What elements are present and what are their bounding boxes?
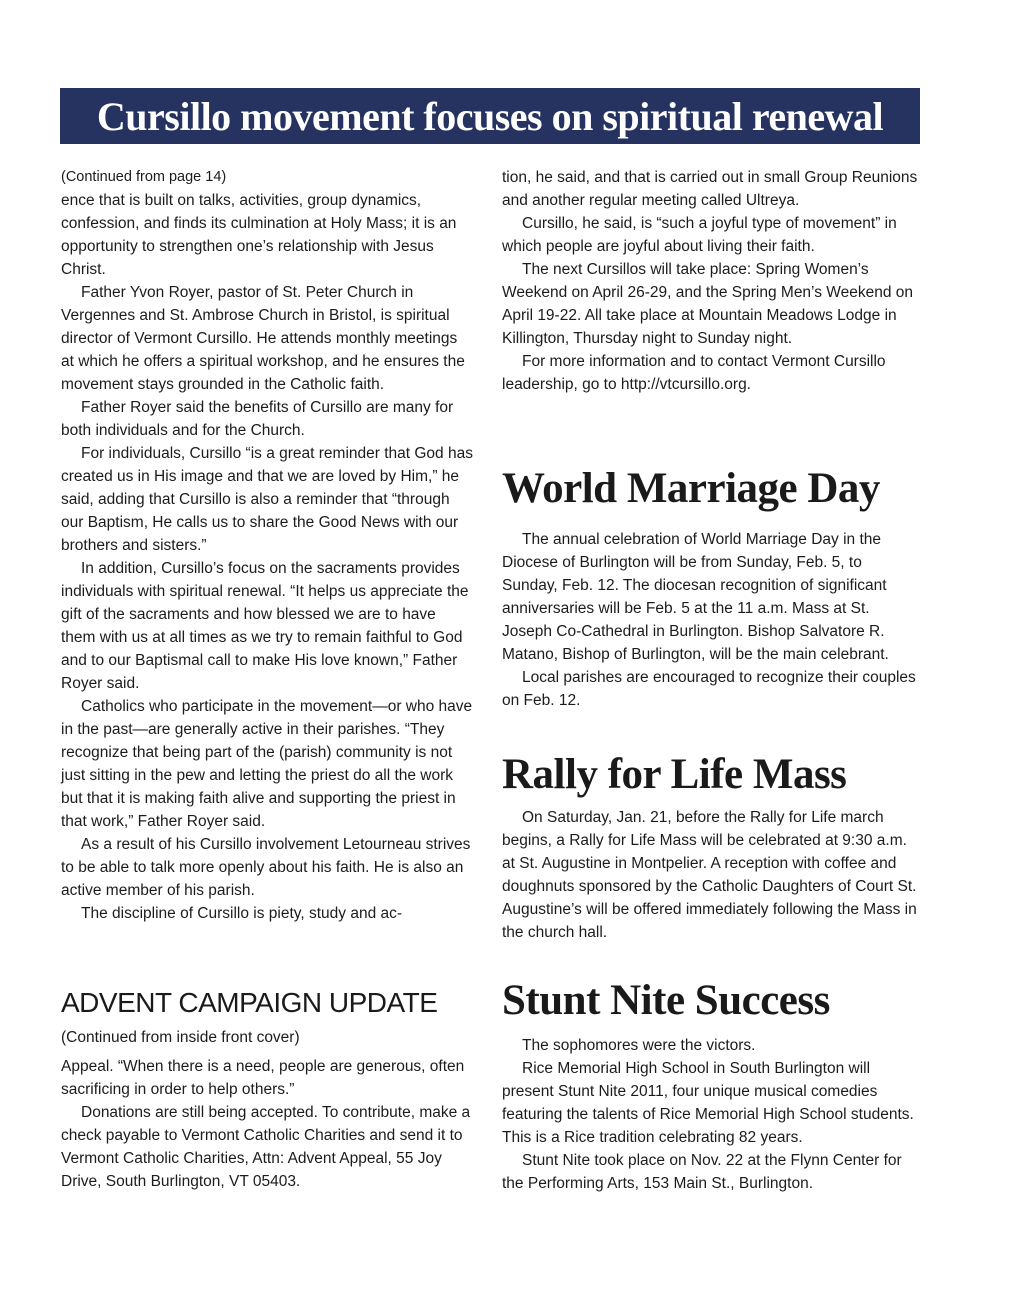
cursillo-paragraph: For individuals, Cursillo “is a great reminder that God has created us in His image and that we are loved by Him,” he said, adding that Cursillo is also a reminder that “through our Baptism, He calls us to share the Good News with our brothers and sisters.”	[61, 445, 473, 554]
cursillo-paragraph: tion, he said, and that is carried out in small Group Reunions and another regular meeting called Ultreya.	[502, 169, 918, 209]
stunt-nite-paragraph: The sophomores were the victors.	[522, 1037, 756, 1054]
cursillo-paragraph: The discipline of Cursillo is piety, study and ac-	[81, 905, 403, 922]
advent-paragraph: Donations are still being accepted. To contribute, make a check payable to Vermont Catholic Charities and send it to Vermont Catholic Charities, Attn: Advent Appeal, 55 Joy Drive, South Burlington, VT 05403.	[61, 1104, 471, 1190]
cursillo-paragraph: ence that is built on talks, activities, group dynamics, confession, and finds its culmination at Holy Mass; it is an opportunity to strengthen one’s relationship with Jesus Christ.	[61, 192, 457, 278]
rally-for-life-section	[502, 750, 920, 944]
cursillo-paragraph: Father Yvon Royer, pastor of St. Peter Church in Vergennes and St. Ambrose Church in Bristol, is spiritual director of Vermont Cursillo. He attends monthly meetings at which he offers a spiritual workshop, and he ensures the movement stays grounded in the Catholic faith.	[61, 284, 465, 393]
cursillo-paragraph: For more information and to contact Vermont Cursillo leadership, go to http://vtcursillo.org.	[502, 353, 886, 393]
cursillo-continuation	[502, 166, 920, 396]
rally-for-life-paragraph: On Saturday, Jan. 21, before the Rally for Life march begins, a Rally for Life Mass will be celebrated at 9:30 a.m. at St. Augustine in Montpelier. A reception with coffee and doughnuts sponsored by the Catholic Daughters of Court St. Augustine’s will be offered immediately following the Mass in the church hall.	[502, 809, 917, 941]
cursillo-paragraph: Cursillo, he said, is “such a joyful type of movement” in which people are joyful about living their faith.	[502, 215, 897, 255]
article-banner-title: Cursillo movement focuses on spiritual renewal	[60, 88, 920, 144]
stunt-nite-paragraph: Stunt Nite took place on Nov. 22 at the Flynn Center for the Performing Arts, 153 Main St., Burlington.	[502, 1152, 902, 1192]
world-marriage-day-body	[502, 528, 920, 712]
right-column	[502, 166, 920, 1192]
world-marriage-day-paragraph: Local parishes are encouraged to recognize their couples on Feb. 12.	[502, 669, 916, 709]
cursillo-paragraph: Catholics who participate in the movement—or who have in the past—are generally active in their parishes. “They recognize that being part of the (parish) community is not just sitting in the pew and letting the priest do all the work but that it is making faith alive and supporting the priest in that work,” Father Royer said.	[61, 698, 473, 830]
world-marriage-day-paragraph: The annual celebration of World Marriage Day in the Diocese of Burlington will be from Sunday, Feb. 5, to Sunday, Feb. 12. The diocesan recognition of significant anniversaries will be Feb. 5 at the 11 a.m. Mass at St. Joseph Co-Cathedral in Burlington. Bishop Salvatore R. Matano, Bishop of Burlington, will be the main celebrant.	[502, 531, 889, 663]
cursillo-continued-note: (Continued from page 14)	[61, 169, 227, 185]
advent-continued-note: (Continued from inside front cover)	[61, 1029, 300, 1046]
cursillo-article-body	[61, 166, 473, 925]
rally-for-life-body	[502, 806, 920, 944]
stunt-nite-heading: Stunt Nite Success	[502, 977, 830, 1024]
advent-section	[61, 986, 473, 1193]
world-marriage-day-section	[502, 464, 920, 712]
rally-for-life-heading: Rally for Life Mass	[502, 751, 847, 798]
cursillo-paragraph: As a result of his Cursillo involvement Letourneau strives to be able to talk more openly about his faith. He is also an active member of his parish.	[61, 836, 471, 899]
advent-heading: ADVENT CAMPAIGN UPDATE	[61, 987, 438, 1018]
advent-body	[61, 1026, 473, 1193]
cursillo-paragraph: Father Royer said the benefits of Cursillo are many for both individuals and for the Church.	[61, 399, 454, 439]
stunt-nite-section	[502, 976, 920, 1195]
left-column	[61, 166, 473, 1190]
world-marriage-day-heading: World Marriage Day	[502, 465, 880, 512]
stunt-nite-body	[502, 1034, 920, 1195]
cursillo-paragraph: In addition, Cursillo’s focus on the sacraments provides individuals with spiritual renewal. “It helps us appreciate the gift of the sacraments and how blessed we are to have them with us at all times as we try to remain faithful to God and to our Baptismal call to make His love known,” Father Royer said.	[61, 560, 469, 692]
cursillo-paragraph: The next Cursillos will take place: Spring Women’s Weekend on April 26-29, and the Spring Men’s Weekend on April 19-22. All take place at Mountain Meadows Lodge in Killington, Thursday night to Sunday night.	[502, 261, 914, 347]
stunt-nite-paragraph: Rice Memorial High School in South Burlington will present Stunt Nite 2011, four unique musical comedies featuring the talents of Rice Memorial High School students. This is a Rice tradition celebrating 82 years.	[502, 1060, 914, 1146]
advent-paragraph: Appeal. “When there is a need, people are generous, often sacrificing in order to help others.”	[61, 1058, 465, 1098]
